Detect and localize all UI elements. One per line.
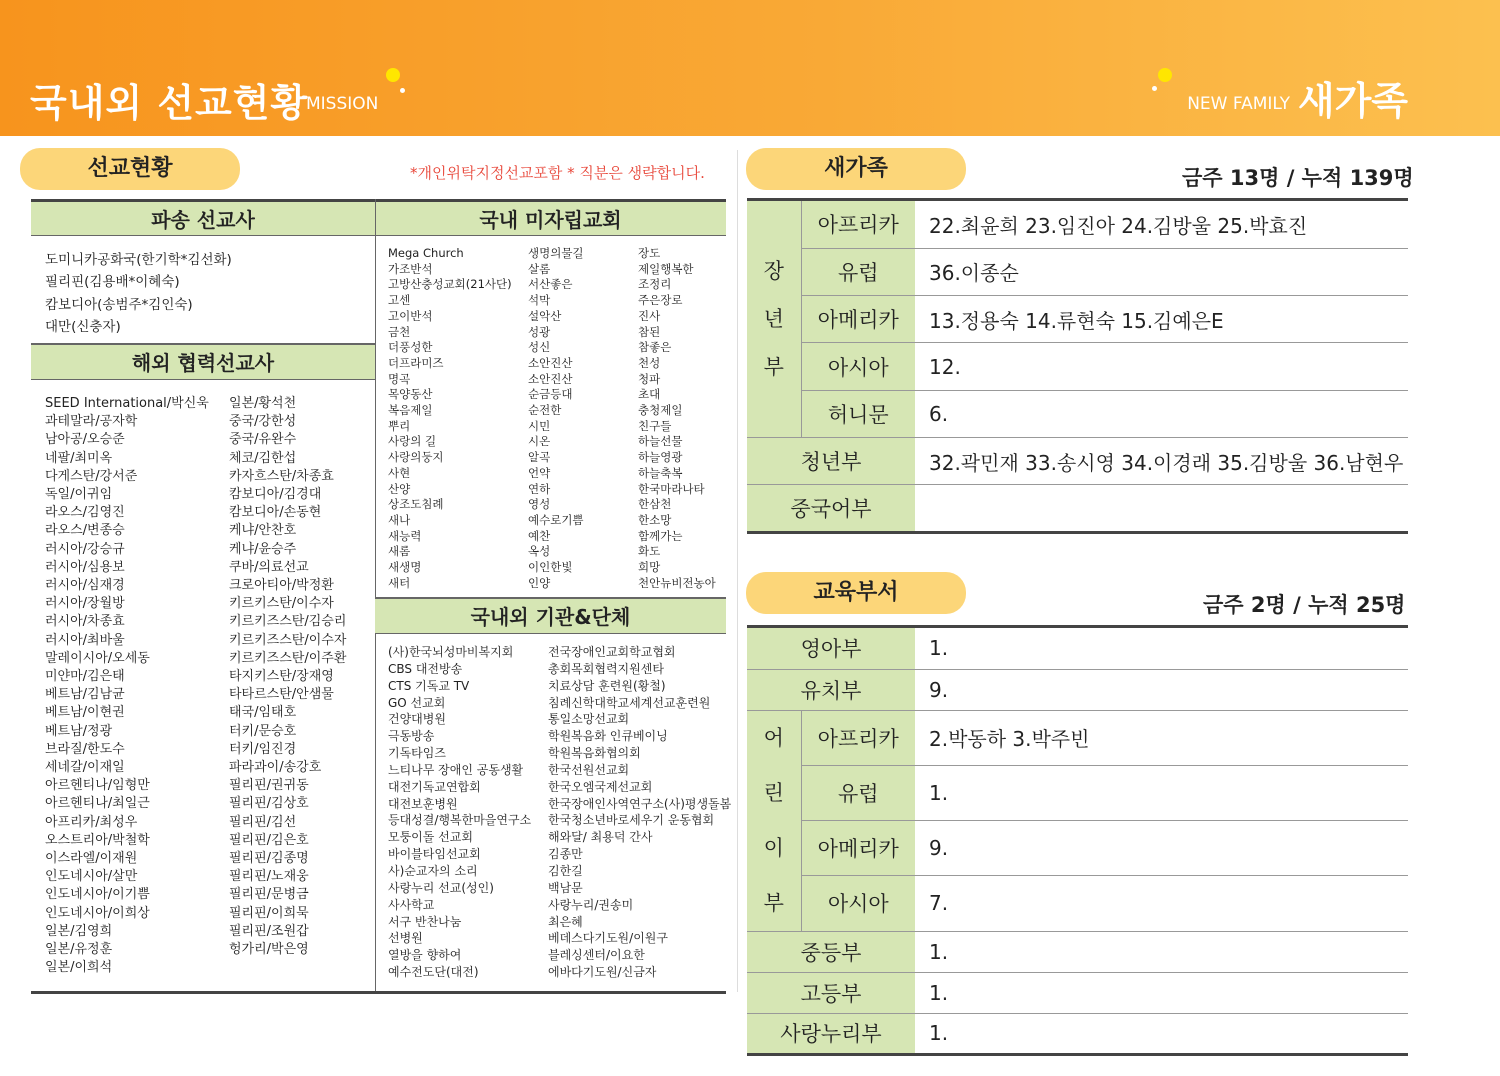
list-item: 시온 [528,434,551,449]
column-divider [375,199,376,992]
list-item: 대전보훈병원 [388,796,458,811]
region-value: 12. [915,343,1408,390]
list-item: 블레싱센터/이요한 [548,948,645,963]
list-item: 예수로기쁨 [528,512,584,527]
list-item: 한국오엠국제선교회 [548,779,653,794]
list-item: 러시아/차종효 [45,614,125,630]
list-item: 해와달/ 최용덕 간사 [548,830,653,845]
region-value: 22.최윤희 23.임진아 24.김방울 25.박효진 [915,201,1408,248]
overseas-list-col2 [229,395,346,959]
list-item: 중국/유완수 [229,432,297,448]
list-item: 청파 [638,371,661,386]
list-item: 타지키스탄/장재영 [229,669,334,685]
list-item: 등대성결/행복한마을연구소 [388,813,532,828]
list-item: 한국장애인사역연구소(사)평생돌봄 [548,796,732,811]
decor-dot-icon [400,88,405,93]
mission-subtitle: MISSION [306,94,379,114]
list-item: SEED International/박신욱 [45,396,209,411]
domestic-header: 국내 미자립교회 [375,199,726,236]
list-item: 라오스/변종승 [45,523,125,539]
decor-dot-icon [386,68,400,82]
list-item: 고센 [388,293,411,308]
list-item: 언약 [528,465,551,480]
list-item: 새나 [388,512,411,527]
list-item: 필리핀/조원갑 [229,923,309,939]
list-item: 라오스/김영진 [45,505,125,521]
overseas-header: 해외 협력선교사 [31,343,375,380]
dept-value: 9. [915,669,1408,710]
education-pill: 교육부서 [746,572,966,614]
list-item: 서산좋은 [528,277,573,292]
list-item: 한국청소년바로세우기 운동협회 [548,813,715,828]
list-item: 체코/김한섭 [229,450,297,466]
list-item: 하늘영광 [638,450,683,465]
list-item: 대전기독교연합회 [388,779,481,794]
education-summary: 금주 2명 / 누적 25명 [1203,593,1406,617]
list-item: 연하 [528,481,551,496]
domestic-list-col1 [388,246,512,591]
region-label: 아메리카 [801,296,915,343]
list-item: 인도네시아/살만 [45,869,138,885]
newfamily-pill: 새가족 [746,148,966,190]
list-item: 베데스다기도원/이원구 [548,931,668,946]
dispatched-list: 도미니카공화국(한기학*김선화) 필리핀(김용배*이혜숙) 캄보디아(송범주*김인숙) 대만(신충자) [45,252,232,335]
list-item: 필리핀/김선 [229,814,297,830]
list-item: 최은혜 [548,914,583,929]
list-item: 더풍성한 [388,340,433,355]
list-item: Mega Church [388,246,464,260]
list-item: 필리핀/김종명 [229,851,309,867]
dept-label: 고등부 [747,972,915,1013]
list-item: 치료상담 훈련원(황철) [548,678,666,693]
list-item: 새능력 [388,528,422,543]
list-item: 캄보디아/손동현 [229,505,322,521]
list-item: 한국선원선교회 [548,762,630,777]
list-item: 설악산 [528,308,562,323]
list-item: 사)순교자의 소리 [388,863,478,878]
dept-value: 1. [915,931,1408,972]
list-item: 산양 [388,481,411,496]
region-value: 2.박동하 3.박주빈 [915,710,1408,765]
list-item: 침례신학대학교세계선교훈련원 [548,695,711,710]
list-item: 인도네시아/이기쁨 [45,887,150,903]
list-item: 과테말라/공자학 [45,414,138,430]
list-item: 소안진산 [528,355,573,370]
list-item: CTS 기독교 TV [388,678,470,693]
list-item: 고방산충성교회(21사단) [388,277,512,292]
list-item: 러시아/심용보 [45,559,125,575]
newfamily-title: 새가족 [1297,79,1408,123]
chinese-value [915,485,1408,532]
newfamily-summary: 금주 13명 / 누적 139명 [1182,166,1414,190]
list-item: 총회목회협력지원센타 [548,661,664,676]
list-item: 복음제일 [388,403,433,418]
list-item: 느티나무 장애인 공동생활 [388,762,524,777]
list-item: 열방을 향하여 [388,948,462,963]
list-item: 장도 [638,246,661,260]
list-item: 쿠바/의료선교 [229,559,309,575]
dept-value: 1. [915,972,1408,1013]
list-item: 조정리 [638,277,672,292]
list-item: 헝가리/박은영 [229,942,309,958]
list-item: 한소망 [638,512,672,527]
list-item: 사랑의 길 [388,434,437,449]
youth-value: 32.곽민재 33.송시영 34.이경래 35.김방울 36.남현우 [915,437,1408,484]
list-item: 참된 [638,324,661,339]
list-item: 케냐/윤승주 [229,541,297,557]
list-item: 살롬 [528,261,551,276]
list-item: 백남문 [548,880,583,895]
list-item: 알곡 [528,450,551,465]
list-item: 모퉁이돌 선교회 [388,830,473,845]
list-item: 새터 [388,575,411,590]
bottom-rule [31,991,726,994]
dept-value: 1. [915,628,1408,669]
list-item: 기독타임즈 [388,746,446,761]
region-label: 유럽 [801,765,915,820]
list-item: 하늘축복 [638,465,683,480]
list-item: 영성 [528,497,551,512]
list-item: 중국/강한성 [229,414,297,430]
list-item: 생명의물길 [528,246,584,260]
list-item: 천안뉴비전농아 [638,575,716,590]
region-value: 9. [915,821,1408,876]
list-item: 사랑의둥지 [388,450,444,465]
list-item: 이인한빛 [528,560,573,575]
list-item: 독일/이귀임 [45,487,113,503]
region-label: 유럽 [801,248,915,295]
region-label: 아시아 [801,876,915,931]
list-item: 성신 [528,340,551,355]
list-item: 아르헨티나/임형만 [45,778,150,794]
list-item: 충청제일 [638,403,683,418]
list-item: 진사 [638,308,661,323]
list-item: 베트남/정광 [45,723,113,739]
list-item: 필리핀/권귀동 [229,778,309,794]
list-item: 옥성 [528,544,551,559]
list-item: 고이반석 [388,308,433,323]
list-item: 러시아/강승규 [45,541,125,557]
list-item: 예수전도단(대전) [388,965,479,980]
list-item: 더프라미즈 [388,355,444,370]
region-value: 36.이종순 [915,248,1408,295]
list-item: 사사학교 [388,897,435,912]
list-item: 제일행복한 [638,261,694,276]
overseas-list-col1 [45,395,209,978]
list-item: 이스라엘/이재원 [45,851,138,867]
newfamily-group-label: 장 년 부 [747,201,801,437]
list-item: 한삼천 [638,497,672,512]
domestic-list-col2 [528,246,584,591]
list-item: 필리핀/김은호 [229,832,309,848]
list-item: (사)한국뇌성마비복지회 [388,645,514,659]
dept-label: 사랑누리부 [747,1013,915,1054]
list-item: 카자흐스탄/차종효 [229,468,334,484]
list-item: 네팔/최미옥 [45,450,113,466]
list-item: 세네갈/이재일 [45,760,125,776]
orgs-header: 국내외 기관&단체 [375,597,726,634]
list-item: 순금등대 [528,387,573,402]
list-item: 함께가는 [638,528,683,543]
list-item: 소안진산 [528,371,573,386]
list-item: 일본/황석천 [229,396,297,411]
region-label: 아메리카 [801,821,915,876]
list-item: 건양대병원 [388,712,446,727]
list-item: 한국마라나타 [638,481,705,496]
list-item: CBS 대전방송 [388,661,463,676]
list-item: 학원복음화협의회 [548,746,641,761]
mission-pill: 선교현황 [20,148,240,190]
list-item: 인도네시아/이희상 [45,905,150,921]
list-item: 브라질/한도수 [45,741,125,757]
list-item: 타타르스탄/안샘물 [229,687,334,703]
list-item: 러시아/장월방 [45,596,125,612]
list-item: 미얀마/김은태 [45,669,125,685]
list-item: 성광 [528,324,551,339]
region-value: 13.정용숙 14.류현숙 15.김예은E [915,296,1408,343]
list-item: 아르헨티나/최일근 [45,796,150,812]
list-item: 사현 [388,465,411,480]
decor-dot-icon [1152,86,1157,91]
list-item: 초대 [638,387,661,402]
dispatched-header: 파송 선교사 [31,199,375,236]
list-item: 통일소망선교회 [548,712,630,727]
dept-label: 영아부 [747,628,915,669]
list-item: 케냐/안찬호 [229,523,297,539]
dept-label: 중등부 [747,931,915,972]
list-item: 키르키스탄/이수자 [229,596,334,612]
list-item: 캄보디아/김경대 [229,487,322,503]
list-item: 태국/임태호 [229,705,297,721]
list-item: 에바다기도원/신금자 [548,965,657,980]
list-item: 키르키즈스탄/이수자 [229,632,347,648]
list-item: 명곡 [388,371,411,386]
region-value: 1. [915,765,1408,820]
list-item: 필리핀/문병금 [229,887,309,903]
list-item: 다게스탄/강서준 [45,468,138,484]
list-item: 일본/김영희 [45,923,113,939]
list-item: 희망 [638,560,661,575]
list-item: 인양 [528,575,551,590]
list-item: 키르키즈스탄/김승리 [229,614,347,630]
domestic-list-col3 [638,246,716,591]
list-item: 시민 [528,418,551,433]
list-item: 가조반석 [388,261,433,276]
list-item: 베트남/이현권 [45,705,125,721]
list-item: 상조도침례 [388,497,444,512]
list-item: 뿌리 [388,418,411,433]
list-item: 친구들 [638,418,672,433]
list-item: 말레이시아/오세동 [45,650,150,666]
mission-note: *개인위탁지정선교포함 * 직분은 생략합니다. [410,164,705,182]
list-item: 터키/문승호 [229,723,297,739]
page-divider [737,150,738,992]
list-item: 일본/이희석 [45,960,113,976]
list-item: 선병원 [388,931,423,946]
list-item: 사랑누리/권송미 [548,897,634,912]
list-item: 사랑누리 선교(성인) [388,880,494,895]
youth-label: 청년부 [747,437,915,484]
list-item: 필리핀/노재웅 [229,869,309,885]
children-group-label: 어 린 이 부 [747,710,801,931]
list-item: 서구 반찬나눔 [388,914,462,929]
list-item: 파라과이/송강호 [229,760,322,776]
list-item: 하늘선물 [638,434,683,449]
region-label: 허니문 [801,390,915,437]
list-item: 베트남/김남균 [45,687,125,703]
orgs-list-col1 [388,644,531,981]
list-item: 참좋은 [638,340,672,355]
dept-label: 유치부 [747,669,915,710]
list-item: 오스트리아/박철학 [45,832,150,848]
region-label: 아프리카 [801,710,915,765]
list-item: 금천 [388,324,411,339]
list-item: 전국장애인교회학교협회 [548,645,676,659]
list-item: 순전한 [528,403,562,418]
list-item: 화도 [638,544,661,559]
decor-dot-icon [1158,68,1172,82]
list-item: 키르키즈스탄/이주환 [229,650,347,666]
region-label: 아프리카 [801,201,915,248]
list-item: 예찬 [528,528,551,543]
list-item: 필리핀/이희묵 [229,905,309,921]
list-item: 바이블타임선교회 [388,847,481,862]
list-item: 새롬 [388,544,411,559]
list-item: 주은장로 [638,293,683,308]
region-label: 아시아 [801,343,915,390]
list-item: 새생명 [388,560,422,575]
list-item: 러시아/심재경 [45,578,125,594]
list-item: 김한길 [548,863,583,878]
list-item: 김종만 [548,847,583,862]
list-item: 필리핀/김상호 [229,796,309,812]
list-item: 학원복음화 인큐베이닝 [548,729,668,744]
orgs-list-col2 [548,644,731,981]
list-item: 천성 [638,355,661,370]
list-item: 터키/임진경 [229,741,297,757]
list-item: 러시아/최바울 [45,632,125,648]
region-value: 7. [915,876,1408,931]
newfamily-subtitle: NEW FAMILY [1187,94,1290,114]
chinese-label: 중국어부 [747,485,915,532]
list-item: 크로아티아/박정환 [229,578,334,594]
list-item: 목양동산 [388,387,433,402]
mission-title: 국내외 선교현황 [30,81,309,125]
dept-value: 1. [915,1013,1408,1054]
region-value: 6. [915,390,1408,437]
list-item: 석막 [528,293,551,308]
list-item: 남아공/오승준 [45,432,125,448]
education-table [747,628,1408,1056]
list-item: 일본/유정훈 [45,942,113,958]
list-item: 아프리카/최성우 [45,814,138,830]
list-item: GO 선교회 [388,695,446,710]
newfamily-table [747,201,1408,534]
list-item: 극동방송 [388,729,435,744]
page-header [0,0,1500,136]
